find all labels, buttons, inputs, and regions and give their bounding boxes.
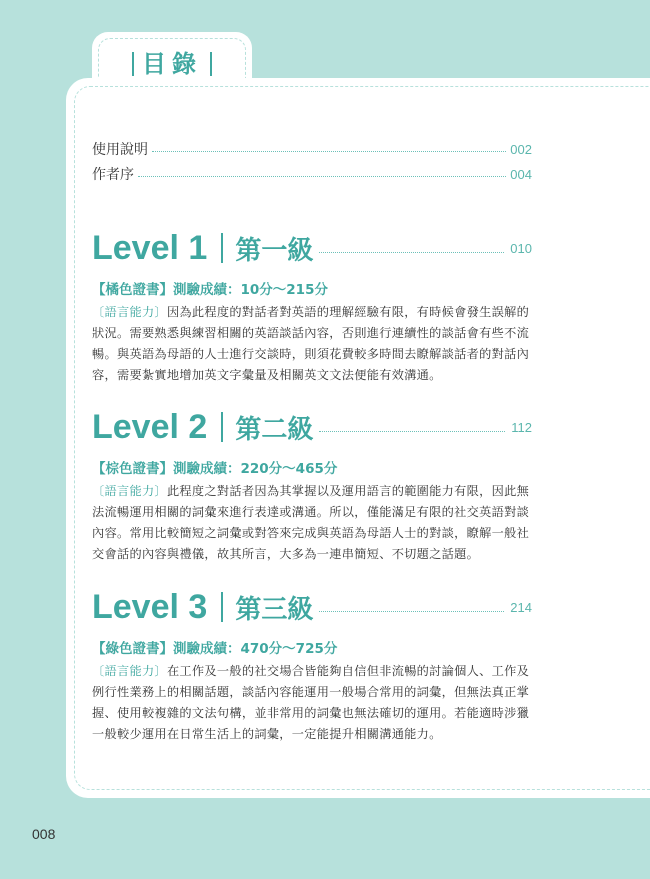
level-page: 010 <box>510 240 532 256</box>
toc-title-text: 目錄 <box>142 50 202 78</box>
ability-description <box>92 302 532 386</box>
page-number: 008 <box>32 826 56 842</box>
certificate-score: 【棕色證書】測驗成績：220分～465分 <box>92 461 338 477</box>
dot-leader <box>319 252 504 253</box>
toc-entry-page: 004 <box>510 166 532 182</box>
toc-entry-label: 作者序 <box>92 167 134 183</box>
level-heading[interactable] <box>92 585 532 629</box>
level-separator <box>221 592 223 622</box>
ability-text: 此程度之對話者因為其掌握以及運用語言的範圍能力有限，因此無法流暢運用相關的詞彙來進行表達或溝通。所以，僅能滿足有限的社交英語對談內容。常用比較簡短之詞彙或對答來完成與英語為母語人士的對談，瞭解一般社交會話的內容與禮儀，故其所言，大多為一連串簡短、不切題之話題。 <box>92 484 530 561</box>
ability-description <box>92 661 532 745</box>
level-separator <box>221 233 223 263</box>
level-1-section <box>92 226 532 386</box>
level-chinese: 第三級 <box>235 594 314 625</box>
title-bar-right <box>210 52 212 76</box>
ability-description <box>92 481 532 565</box>
ability-text: 在工作及一般的社交場合皆能夠自信但非流暢的討論個人、工作及例行性業務上的相關話題，談話內容能運用一般場合常用的詞彙，但無法真正掌握、使用較複雜的文法句構，並非常用的詞彙也無法確切的運用。若能適時涉獵一般較少運用在日常生活上的詞彙，一定能提升相關溝通能力。 <box>92 664 530 741</box>
level-name: Level 1 <box>92 228 208 267</box>
toc-entry-page: 002 <box>510 141 532 157</box>
level-page: 112 <box>511 419 532 435</box>
level-name: Level 2 <box>92 407 208 446</box>
toc-entry-label: 使用說明 <box>92 142 148 158</box>
ability-tag: 〔語言能力〕 <box>92 305 167 319</box>
level-page: 214 <box>510 599 532 615</box>
level-2-section <box>92 405 532 565</box>
toc-entry-usage[interactable] <box>92 139 532 159</box>
level-3-section <box>92 585 532 745</box>
level-separator <box>221 412 223 442</box>
level-heading[interactable] <box>92 226 532 270</box>
certificate-score: 【綠色證書】測驗成績：470分～725分 <box>92 641 338 657</box>
toc-entry-preface[interactable] <box>92 164 532 184</box>
dot-leader <box>152 151 506 152</box>
certificate-score: 【橘色證書】測驗成績：10分～215分 <box>92 282 328 298</box>
title-bar-left <box>132 52 134 76</box>
ability-text: 因為此程度的對話者對英語的理解經驗有限，有時候會發生誤解的狀況。需要熟悉與練習相關的英語談話內容，否則進行連續性的談話會有些不流暢。與英語為母語的人士進行交談時，則須花費較多時間去瞭解談話者的對話內容，需要紮實地增加英文字彙量及相關英文文法便能有效溝通。 <box>92 305 530 382</box>
toc-title <box>92 44 252 79</box>
level-heading[interactable] <box>92 405 532 449</box>
level-name: Level 3 <box>92 587 208 626</box>
level-chinese: 第二級 <box>235 414 314 445</box>
ability-tag: 〔語言能力〕 <box>92 664 167 678</box>
level-chinese: 第一級 <box>235 235 314 266</box>
dot-leader <box>319 611 504 612</box>
dot-leader <box>138 176 506 177</box>
dot-leader <box>319 431 505 432</box>
ability-tag: 〔語言能力〕 <box>92 484 167 498</box>
